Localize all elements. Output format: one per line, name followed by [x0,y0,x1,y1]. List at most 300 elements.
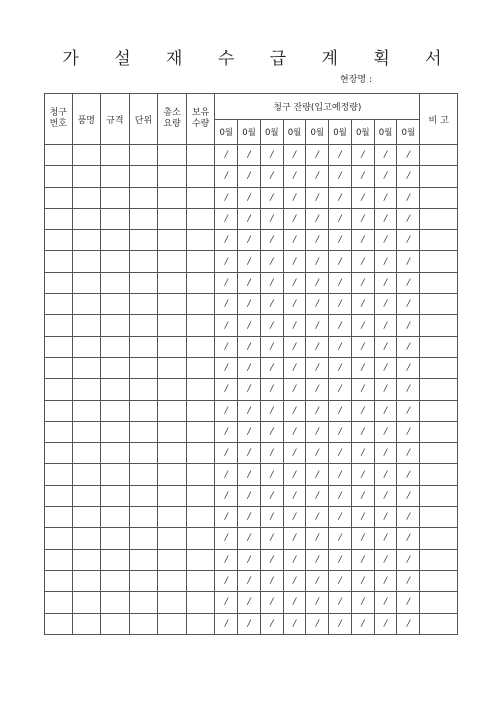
cell-month-slash[interactable] [374,421,397,442]
cell-unit[interactable] [129,443,158,464]
cell-month-slash[interactable] [306,336,329,357]
cell-month-slash[interactable] [374,507,397,528]
cell-claim-no[interactable] [45,166,73,187]
cell-month-slash[interactable] [215,592,238,613]
cell-month-slash[interactable] [306,357,329,378]
cell-month-slash[interactable] [329,570,352,591]
cell-held-qty[interactable] [186,421,215,442]
cell-spec[interactable] [101,592,130,613]
cell-month-slash[interactable] [374,336,397,357]
cell-month-slash[interactable] [260,592,283,613]
cell-month-slash[interactable] [238,166,261,187]
cell-month-slash[interactable] [283,145,306,166]
cell-held-qty[interactable] [186,464,215,485]
cell-month-slash[interactable] [351,464,374,485]
cell-unit[interactable] [129,592,158,613]
cell-remarks[interactable] [420,421,458,442]
cell-total-required[interactable] [158,592,187,613]
cell-month-slash[interactable] [374,570,397,591]
cell-month-slash[interactable] [215,549,238,570]
cell-held-qty[interactable] [186,336,215,357]
cell-month-slash[interactable] [260,379,283,400]
cell-spec[interactable] [101,336,130,357]
cell-remarks[interactable] [420,400,458,421]
cell-month-slash[interactable] [306,400,329,421]
cell-month-slash[interactable] [306,613,329,634]
cell-month-slash[interactable] [351,251,374,272]
cell-spec[interactable] [101,549,130,570]
cell-item-name[interactable] [72,507,101,528]
cell-month-slash[interactable] [306,528,329,549]
cell-unit[interactable] [129,315,158,336]
cell-month-slash[interactable] [351,570,374,591]
cell-month-slash[interactable] [397,315,420,336]
cell-month-slash[interactable] [351,443,374,464]
cell-remarks[interactable] [420,187,458,208]
cell-unit[interactable] [129,400,158,421]
cell-total-required[interactable] [158,507,187,528]
cell-month-slash[interactable] [351,336,374,357]
cell-month-slash[interactable] [351,592,374,613]
cell-month-slash[interactable] [306,145,329,166]
cell-month-slash[interactable] [215,464,238,485]
cell-month-slash[interactable] [374,549,397,570]
cell-month-slash[interactable] [283,549,306,570]
cell-month-slash[interactable] [329,187,352,208]
cell-month-slash[interactable] [374,145,397,166]
cell-month-slash[interactable] [374,464,397,485]
cell-month-slash[interactable] [215,294,238,315]
cell-held-qty[interactable] [186,613,215,634]
cell-month-slash[interactable] [283,379,306,400]
cell-claim-no[interactable] [45,230,73,251]
cell-month-slash[interactable] [397,421,420,442]
cell-month-slash[interactable] [306,549,329,570]
cell-month-slash[interactable] [238,357,261,378]
cell-month-slash[interactable] [215,272,238,293]
cell-total-required[interactable] [158,357,187,378]
cell-claim-no[interactable] [45,294,73,315]
cell-month-slash[interactable] [283,507,306,528]
cell-month-slash[interactable] [283,443,306,464]
cell-month-slash[interactable] [260,251,283,272]
cell-month-slash[interactable] [283,336,306,357]
cell-item-name[interactable] [72,251,101,272]
cell-month-slash[interactable] [238,507,261,528]
cell-month-slash[interactable] [397,272,420,293]
cell-total-required[interactable] [158,145,187,166]
cell-month-slash[interactable] [306,570,329,591]
cell-claim-no[interactable] [45,251,73,272]
cell-month-slash[interactable] [329,230,352,251]
cell-month-slash[interactable] [351,357,374,378]
cell-total-required[interactable] [158,464,187,485]
cell-month-slash[interactable] [238,443,261,464]
cell-claim-no[interactable] [45,421,73,442]
cell-spec[interactable] [101,315,130,336]
cell-month-slash[interactable] [374,379,397,400]
cell-month-slash[interactable] [306,187,329,208]
cell-month-slash[interactable] [306,230,329,251]
cell-month-slash[interactable] [397,357,420,378]
cell-month-slash[interactable] [329,294,352,315]
cell-total-required[interactable] [158,379,187,400]
cell-month-slash[interactable] [306,507,329,528]
cell-remarks[interactable] [420,294,458,315]
cell-claim-no[interactable] [45,528,73,549]
cell-held-qty[interactable] [186,187,215,208]
cell-remarks[interactable] [420,315,458,336]
cell-unit[interactable] [129,230,158,251]
cell-unit[interactable] [129,357,158,378]
cell-month-slash[interactable] [329,528,352,549]
cell-month-slash[interactable] [306,443,329,464]
cell-unit[interactable] [129,570,158,591]
cell-remarks[interactable] [420,549,458,570]
cell-held-qty[interactable] [186,315,215,336]
cell-month-slash[interactable] [397,336,420,357]
cell-spec[interactable] [101,485,130,506]
cell-month-slash[interactable] [283,166,306,187]
cell-unit[interactable] [129,145,158,166]
cell-month-slash[interactable] [397,187,420,208]
cell-month-slash[interactable] [374,272,397,293]
cell-month-slash[interactable] [397,570,420,591]
cell-month-slash[interactable] [238,613,261,634]
cell-remarks[interactable] [420,336,458,357]
cell-month-slash[interactable] [215,400,238,421]
cell-total-required[interactable] [158,230,187,251]
cell-month-slash[interactable] [374,294,397,315]
cell-month-slash[interactable] [283,400,306,421]
cell-item-name[interactable] [72,379,101,400]
cell-month-slash[interactable] [260,272,283,293]
cell-held-qty[interactable] [186,379,215,400]
cell-claim-no[interactable] [45,549,73,570]
cell-month-slash[interactable] [238,251,261,272]
cell-month-slash[interactable] [329,549,352,570]
cell-remarks[interactable] [420,507,458,528]
cell-month-slash[interactable] [397,230,420,251]
cell-item-name[interactable] [72,357,101,378]
cell-month-slash[interactable] [397,208,420,229]
cell-month-slash[interactable] [260,464,283,485]
cell-item-name[interactable] [72,208,101,229]
cell-month-slash[interactable] [283,592,306,613]
cell-held-qty[interactable] [186,570,215,591]
cell-held-qty[interactable] [186,443,215,464]
cell-item-name[interactable] [72,336,101,357]
cell-claim-no[interactable] [45,187,73,208]
cell-total-required[interactable] [158,485,187,506]
cell-claim-no[interactable] [45,613,73,634]
cell-month-slash[interactable] [351,613,374,634]
cell-total-required[interactable] [158,208,187,229]
cell-month-slash[interactable] [374,187,397,208]
cell-month-slash[interactable] [238,592,261,613]
cell-month-slash[interactable] [397,145,420,166]
cell-month-slash[interactable] [329,379,352,400]
cell-month-slash[interactable] [260,357,283,378]
cell-remarks[interactable] [420,251,458,272]
cell-unit[interactable] [129,421,158,442]
cell-held-qty[interactable] [186,166,215,187]
cell-held-qty[interactable] [186,549,215,570]
cell-month-slash[interactable] [283,528,306,549]
cell-month-slash[interactable] [397,485,420,506]
cell-month-slash[interactable] [374,443,397,464]
cell-total-required[interactable] [158,528,187,549]
cell-month-slash[interactable] [306,315,329,336]
cell-unit[interactable] [129,294,158,315]
cell-month-slash[interactable] [329,421,352,442]
cell-spec[interactable] [101,357,130,378]
cell-month-slash[interactable] [260,187,283,208]
cell-month-slash[interactable] [260,549,283,570]
cell-item-name[interactable] [72,272,101,293]
cell-month-slash[interactable] [260,570,283,591]
cell-item-name[interactable] [72,145,101,166]
cell-month-slash[interactable] [397,528,420,549]
cell-month-slash[interactable] [283,357,306,378]
cell-month-slash[interactable] [238,570,261,591]
cell-spec[interactable] [101,570,130,591]
cell-claim-no[interactable] [45,570,73,591]
cell-unit[interactable] [129,613,158,634]
cell-month-slash[interactable] [351,166,374,187]
cell-month-slash[interactable] [260,336,283,357]
cell-total-required[interactable] [158,294,187,315]
cell-month-slash[interactable] [283,187,306,208]
cell-month-slash[interactable] [283,464,306,485]
cell-month-slash[interactable] [238,336,261,357]
cell-month-slash[interactable] [374,400,397,421]
cell-month-slash[interactable] [329,592,352,613]
cell-month-slash[interactable] [306,485,329,506]
cell-claim-no[interactable] [45,357,73,378]
cell-claim-no[interactable] [45,592,73,613]
cell-month-slash[interactable] [260,294,283,315]
cell-month-slash[interactable] [397,400,420,421]
cell-claim-no[interactable] [45,336,73,357]
cell-month-slash[interactable] [260,613,283,634]
cell-month-slash[interactable] [260,400,283,421]
cell-month-slash[interactable] [397,549,420,570]
cell-month-slash[interactable] [238,400,261,421]
cell-item-name[interactable] [72,400,101,421]
cell-item-name[interactable] [72,528,101,549]
cell-unit[interactable] [129,272,158,293]
cell-remarks[interactable] [420,528,458,549]
cell-remarks[interactable] [420,592,458,613]
cell-month-slash[interactable] [397,507,420,528]
cell-month-slash[interactable] [374,357,397,378]
cell-item-name[interactable] [72,187,101,208]
cell-spec[interactable] [101,145,130,166]
cell-month-slash[interactable] [374,208,397,229]
cell-month-slash[interactable] [283,230,306,251]
cell-held-qty[interactable] [186,592,215,613]
cell-month-slash[interactable] [306,251,329,272]
cell-claim-no[interactable] [45,208,73,229]
cell-spec[interactable] [101,379,130,400]
cell-unit[interactable] [129,507,158,528]
cell-spec[interactable] [101,272,130,293]
cell-total-required[interactable] [158,315,187,336]
cell-month-slash[interactable] [329,208,352,229]
cell-month-slash[interactable] [329,251,352,272]
cell-month-slash[interactable] [215,570,238,591]
cell-total-required[interactable] [158,443,187,464]
cell-month-slash[interactable] [397,613,420,634]
cell-remarks[interactable] [420,485,458,506]
cell-held-qty[interactable] [186,528,215,549]
cell-month-slash[interactable] [329,145,352,166]
cell-held-qty[interactable] [186,208,215,229]
cell-month-slash[interactable] [374,485,397,506]
cell-item-name[interactable] [72,570,101,591]
cell-item-name[interactable] [72,230,101,251]
cell-total-required[interactable] [158,166,187,187]
cell-item-name[interactable] [72,315,101,336]
cell-unit[interactable] [129,208,158,229]
cell-claim-no[interactable] [45,443,73,464]
cell-spec[interactable] [101,251,130,272]
cell-claim-no[interactable] [45,315,73,336]
cell-month-slash[interactable] [283,272,306,293]
cell-spec[interactable] [101,187,130,208]
cell-month-slash[interactable] [351,528,374,549]
cell-month-slash[interactable] [238,230,261,251]
cell-claim-no[interactable] [45,507,73,528]
cell-total-required[interactable] [158,549,187,570]
cell-remarks[interactable] [420,208,458,229]
cell-item-name[interactable] [72,592,101,613]
cell-month-slash[interactable] [260,145,283,166]
cell-spec[interactable] [101,294,130,315]
cell-remarks[interactable] [420,443,458,464]
cell-month-slash[interactable] [215,613,238,634]
cell-month-slash[interactable] [215,336,238,357]
cell-spec[interactable] [101,528,130,549]
cell-unit[interactable] [129,336,158,357]
cell-month-slash[interactable] [306,272,329,293]
cell-month-slash[interactable] [260,485,283,506]
cell-month-slash[interactable] [329,507,352,528]
cell-item-name[interactable] [72,613,101,634]
cell-month-slash[interactable] [238,187,261,208]
cell-month-slash[interactable] [329,613,352,634]
cell-remarks[interactable] [420,230,458,251]
cell-month-slash[interactable] [260,421,283,442]
cell-claim-no[interactable] [45,400,73,421]
cell-month-slash[interactable] [306,592,329,613]
cell-month-slash[interactable] [351,485,374,506]
cell-month-slash[interactable] [283,208,306,229]
cell-month-slash[interactable] [351,272,374,293]
cell-month-slash[interactable] [329,272,352,293]
cell-remarks[interactable] [420,166,458,187]
cell-month-slash[interactable] [215,421,238,442]
cell-month-slash[interactable] [283,315,306,336]
cell-month-slash[interactable] [260,208,283,229]
cell-item-name[interactable] [72,443,101,464]
cell-month-slash[interactable] [374,315,397,336]
cell-month-slash[interactable] [306,421,329,442]
cell-held-qty[interactable] [186,294,215,315]
cell-spec[interactable] [101,400,130,421]
cell-month-slash[interactable] [374,613,397,634]
cell-unit[interactable] [129,187,158,208]
cell-month-slash[interactable] [351,400,374,421]
cell-total-required[interactable] [158,272,187,293]
cell-month-slash[interactable] [238,549,261,570]
cell-month-slash[interactable] [215,251,238,272]
cell-unit[interactable] [129,549,158,570]
cell-month-slash[interactable] [374,592,397,613]
cell-month-slash[interactable] [397,251,420,272]
cell-month-slash[interactable] [374,166,397,187]
cell-month-slash[interactable] [260,507,283,528]
cell-month-slash[interactable] [351,421,374,442]
cell-month-slash[interactable] [329,485,352,506]
cell-item-name[interactable] [72,485,101,506]
cell-remarks[interactable] [420,613,458,634]
cell-month-slash[interactable] [238,145,261,166]
cell-held-qty[interactable] [186,357,215,378]
cell-month-slash[interactable] [215,315,238,336]
cell-month-slash[interactable] [215,187,238,208]
cell-spec[interactable] [101,613,130,634]
cell-unit[interactable] [129,485,158,506]
cell-month-slash[interactable] [397,166,420,187]
cell-spec[interactable] [101,208,130,229]
cell-total-required[interactable] [158,336,187,357]
cell-month-slash[interactable] [329,315,352,336]
cell-total-required[interactable] [158,421,187,442]
cell-held-qty[interactable] [186,400,215,421]
cell-month-slash[interactable] [374,528,397,549]
cell-month-slash[interactable] [215,379,238,400]
cell-month-slash[interactable] [329,443,352,464]
cell-claim-no[interactable] [45,272,73,293]
cell-month-slash[interactable] [306,208,329,229]
cell-item-name[interactable] [72,464,101,485]
cell-month-slash[interactable] [397,294,420,315]
cell-claim-no[interactable] [45,464,73,485]
cell-month-slash[interactable] [374,230,397,251]
cell-unit[interactable] [129,464,158,485]
cell-month-slash[interactable] [283,485,306,506]
cell-unit[interactable] [129,166,158,187]
cell-held-qty[interactable] [186,230,215,251]
cell-spec[interactable] [101,464,130,485]
cell-spec[interactable] [101,443,130,464]
cell-month-slash[interactable] [283,421,306,442]
cell-unit[interactable] [129,379,158,400]
cell-month-slash[interactable] [306,379,329,400]
cell-month-slash[interactable] [306,166,329,187]
cell-item-name[interactable] [72,421,101,442]
cell-month-slash[interactable] [215,166,238,187]
cell-month-slash[interactable] [306,464,329,485]
cell-month-slash[interactable] [351,145,374,166]
cell-item-name[interactable] [72,549,101,570]
cell-month-slash[interactable] [215,443,238,464]
cell-claim-no[interactable] [45,145,73,166]
cell-month-slash[interactable] [215,507,238,528]
cell-month-slash[interactable] [215,145,238,166]
